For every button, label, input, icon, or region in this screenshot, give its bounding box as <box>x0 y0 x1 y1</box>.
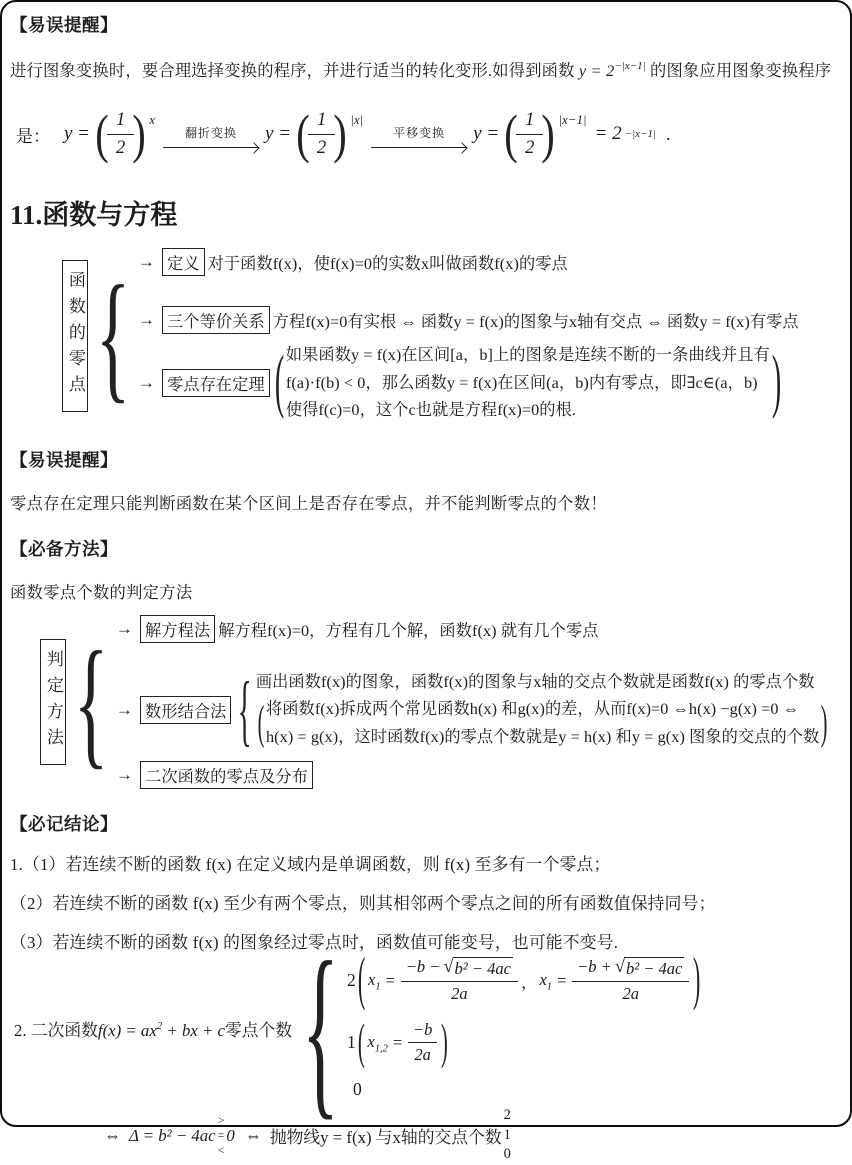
denominator: 2 <box>317 137 327 158</box>
x1-variable <box>368 970 381 992</box>
left-paren: ( <box>357 947 366 1013</box>
graphical-line-3: h(x) = g(x)，这时函数f(x)的零点个数就是y = h(x) 和y = g(x) 图象的交点的个数 <box>265 727 820 746</box>
arrow-right-icon: → <box>137 252 156 271</box>
exponent: x <box>149 111 156 127</box>
arrow-label: 翻折变换 <box>185 125 238 140</box>
section-header-reminder-1: 【易误提醒】 <box>10 15 118 35</box>
radicand: b² − 4ac <box>454 959 511 979</box>
fraction <box>107 110 134 159</box>
numerator: 1 <box>107 110 134 135</box>
x: x <box>368 969 376 989</box>
branch-text: 对于函数f(x)，使f(x)=0的实数x叫做函数f(x)的零点 <box>207 255 568 273</box>
x1-subscript: 1 <box>375 980 381 992</box>
numerator: 1 <box>308 110 335 135</box>
vertex-fraction <box>408 1020 437 1065</box>
discriminant-line <box>96 1106 844 1165</box>
fraction <box>308 110 335 159</box>
equals: = <box>384 970 396 990</box>
denominator: 2a <box>414 1045 431 1065</box>
right-paren: ) <box>333 103 348 164</box>
labeled-arrow-translate <box>371 124 467 153</box>
radicand: b² − 4ac <box>625 959 683 979</box>
theorem-line-1: 如果函数y = f(x)在区间[a，b]上的图象是连续不断的一条曲线并且有 <box>285 346 770 364</box>
iff-symbol: ⇔ <box>244 1125 262 1145</box>
branch-label-box: 定义 <box>162 248 205 276</box>
page-title: 11.函数与方程 <box>10 200 178 230</box>
denominator: 2a <box>451 984 468 1004</box>
conclusion-item-1: 1.（1）若连续不断的函数 f(x) 在定义域内是单调函数，则 f(x) 至多有一个零点； <box>10 855 611 875</box>
y-equals: y = <box>64 123 91 144</box>
branch-solve-equation <box>114 615 830 643</box>
left-paren: ( <box>95 103 109 164</box>
less-than: < <box>217 1143 225 1158</box>
arrow-right-icon: → <box>115 699 134 719</box>
paragraph-text-tail: 的图象应用图象变换程序 <box>645 61 832 80</box>
period: . <box>665 123 671 144</box>
y-equals: y = <box>265 123 292 144</box>
arrow-right-icon: → <box>115 765 134 785</box>
fraction-one-half-pow-absxm1 <box>502 103 587 164</box>
branch-definition <box>136 248 799 276</box>
denominator: 2 <box>116 137 126 158</box>
root-fraction-plus <box>572 957 689 1004</box>
right-paren: ) <box>693 947 701 1013</box>
parabola-text: 抛物线y = f(x) 与x轴的交点个数 <box>269 1127 502 1147</box>
left-paren: ( <box>357 1014 365 1070</box>
left-paren: ( <box>257 697 265 750</box>
graphical-method-lines <box>256 669 830 752</box>
fraction-one-half-pow-x <box>93 103 156 164</box>
graphical-inner-lines <box>266 696 819 751</box>
zero-value: 0 <box>226 1125 235 1145</box>
brace-left-large: { <box>302 921 340 1136</box>
case-count: 0 <box>352 1079 362 1100</box>
equals: = <box>391 1032 403 1052</box>
case-one-zero <box>346 1014 702 1070</box>
right-paren: ) <box>820 697 828 750</box>
diagram-judging-methods <box>40 615 844 790</box>
arrow-label: 平移变换 <box>393 125 446 140</box>
left-paren: ( <box>274 343 285 421</box>
right-paren: ) <box>771 343 782 421</box>
diagram-root-box: 判定方法 <box>40 639 66 765</box>
x12-subscript: 1,2 <box>374 1042 388 1054</box>
branch-label-box: 零点存在定理 <box>162 369 270 397</box>
exponent: |x| <box>350 111 364 127</box>
branch-quadratic-zeros <box>114 761 830 789</box>
theorem-lines <box>286 342 770 425</box>
formula-chain <box>16 97 844 171</box>
chain-prefix: 是： <box>16 126 50 146</box>
branch-label-box: 解方程法 <box>140 615 215 643</box>
count-one: 1 <box>503 1126 511 1143</box>
arrow-right-icon <box>163 142 259 153</box>
inline-math-exponent: −|x−1| <box>614 60 646 72</box>
case-count: 2 <box>346 970 356 991</box>
right-paren: ) <box>441 1014 449 1070</box>
count-zero: 0 <box>503 1146 511 1163</box>
case-two-zeros <box>346 947 702 1013</box>
sqrt-radical <box>615 957 685 979</box>
right-paren: ) <box>132 103 146 164</box>
paragraph-text: 进行图象变换时，要合理选择变换的程序，并进行适当的转化变形.如得到函数 <box>10 61 579 80</box>
radical-sign: √ <box>443 956 454 977</box>
branch-label-box: 数形结合法 <box>140 696 231 724</box>
graphical-line-2: 将函数f(x)拆成两个常见函数h(x) 和g(x)的差，从而f(x)=0 ⇔h(x) −g(x) =0 ⇔ <box>265 700 800 719</box>
x2-subscript: 1 <box>546 980 553 992</box>
fraction <box>516 110 543 159</box>
graphical-line-1: 画出函数f(x)的图象，函数f(x)的图象与x轴的交点个数就是函数f(x) 的零点个数 <box>255 672 815 691</box>
branch-existence-theorem <box>136 342 799 425</box>
y-equals: y = <box>473 123 500 144</box>
iff-symbol: ⇔ <box>104 1125 121 1145</box>
inline-math-base: y = 2 <box>578 61 615 80</box>
theorem-line-2: f(a)·f(b) < 0，那么函数y = f(x)在区间(a，b)内有零点，即∃c∈(a，b) <box>285 373 758 392</box>
numerator <box>401 957 518 982</box>
x12-variable <box>367 1032 387 1054</box>
exponent: |x−1| <box>558 111 587 127</box>
diagram-branches <box>136 248 799 425</box>
x2-variable <box>539 970 552 992</box>
branch-label-box: 三个等价关系 <box>162 306 270 334</box>
x: x <box>367 1031 375 1051</box>
diagram-root-box: 函数的零点 <box>62 260 88 412</box>
denominator: 2a <box>622 984 639 1004</box>
radical-sign: √ <box>614 956 625 977</box>
arrow-right-icon <box>371 142 467 153</box>
method-subtitle: 函数零点个数的判定方法 <box>10 582 193 602</box>
count-two: 2 <box>503 1107 511 1124</box>
section-header-reminder-2: 【易误提醒】 <box>10 449 118 470</box>
theorem-line-3: 使得f(c)=0，这个c也就是方程f(x)=0的根. <box>285 401 577 420</box>
result-base: = 2 <box>594 123 622 144</box>
case-count: 1 <box>346 1032 356 1053</box>
lead-tail: 零点个数 <box>224 1020 293 1040</box>
square-exponent: 2 <box>156 1019 163 1032</box>
arrow-right-icon: → <box>137 310 156 329</box>
branch-graphical-method <box>114 665 830 754</box>
quadratic-fx: f(x) = ax <box>97 1020 157 1040</box>
result-exponent: −|x−1| <box>624 128 656 140</box>
cases <box>346 947 702 1100</box>
delta-expression: Δ = b² − 4ac <box>129 1125 216 1145</box>
greater-than: > <box>217 1113 225 1128</box>
branch-three-equivalences <box>136 306 799 334</box>
paragraph-transform-note <box>10 57 844 81</box>
numerator-prefix: −b + <box>577 957 612 977</box>
case-no-zero <box>347 1079 702 1100</box>
diagram-function-zeros <box>62 248 844 425</box>
labeled-arrow-fold <box>163 124 259 153</box>
branch-text: 解方程f(x)=0，方程有几个解，函数f(x) 就有几个零点 <box>218 621 599 640</box>
reminder-2-text: 零点存在定理只能判断函数在某个区间上是否存在零点，并不能判断零点的个数！ <box>10 493 607 513</box>
numerator: 1 <box>516 110 543 135</box>
brace-left: { <box>95 255 131 416</box>
arrow-right-icon: → <box>137 373 156 393</box>
left-paren: ( <box>504 103 518 164</box>
conclusion-item-3: （3）若连续不断的函数 f(x) 的图象经过零点时，函数值可能变号，也可能不变号. <box>10 933 619 953</box>
fraction-one-half-pow-absx <box>294 103 364 164</box>
branch-text: 方程f(x)=0有实根 ⇔ 函数y = f(x)的图象与x轴有交点 ⇔ 函数y = f(x)有零点 <box>272 313 799 331</box>
count-stack <box>504 1106 511 1165</box>
diagram-branches <box>114 615 830 790</box>
right-paren: ) <box>541 103 556 164</box>
equals: = <box>556 970 568 990</box>
quadratic-fx-rest: + bx + c <box>162 1020 225 1040</box>
arrow-right-icon: → <box>115 618 134 638</box>
branch-label-box: 二次函数的零点及分布 <box>140 761 313 789</box>
comma: ， <box>520 972 538 992</box>
numerator: −b <box>408 1020 437 1043</box>
conclusion-item-2: （2）若连续不断的函数 f(x) 至少有两个零点，则其相邻两个零点之间的所有函数值保持同号； <box>10 894 716 914</box>
graphical-paren-group <box>256 696 830 751</box>
quadratic-lead <box>14 1017 292 1041</box>
numerator-prefix: −b − <box>405 957 441 977</box>
denominator: 2 <box>525 137 535 158</box>
x: x <box>539 969 547 989</box>
relation-stack <box>218 1113 225 1158</box>
root-fraction-minus <box>401 957 518 1004</box>
lead-text: 2. 二次函数 <box>14 1020 98 1040</box>
brace-left-small: { <box>238 665 253 754</box>
numerator <box>572 957 689 982</box>
left-paren: ( <box>296 103 310 164</box>
brace-left: { <box>73 620 109 782</box>
equals: = <box>217 1128 225 1143</box>
section-header-conclusions: 【必记结论】 <box>10 814 118 835</box>
sqrt-radical <box>443 957 513 979</box>
section-header-method: 【必备方法】 <box>10 538 118 559</box>
